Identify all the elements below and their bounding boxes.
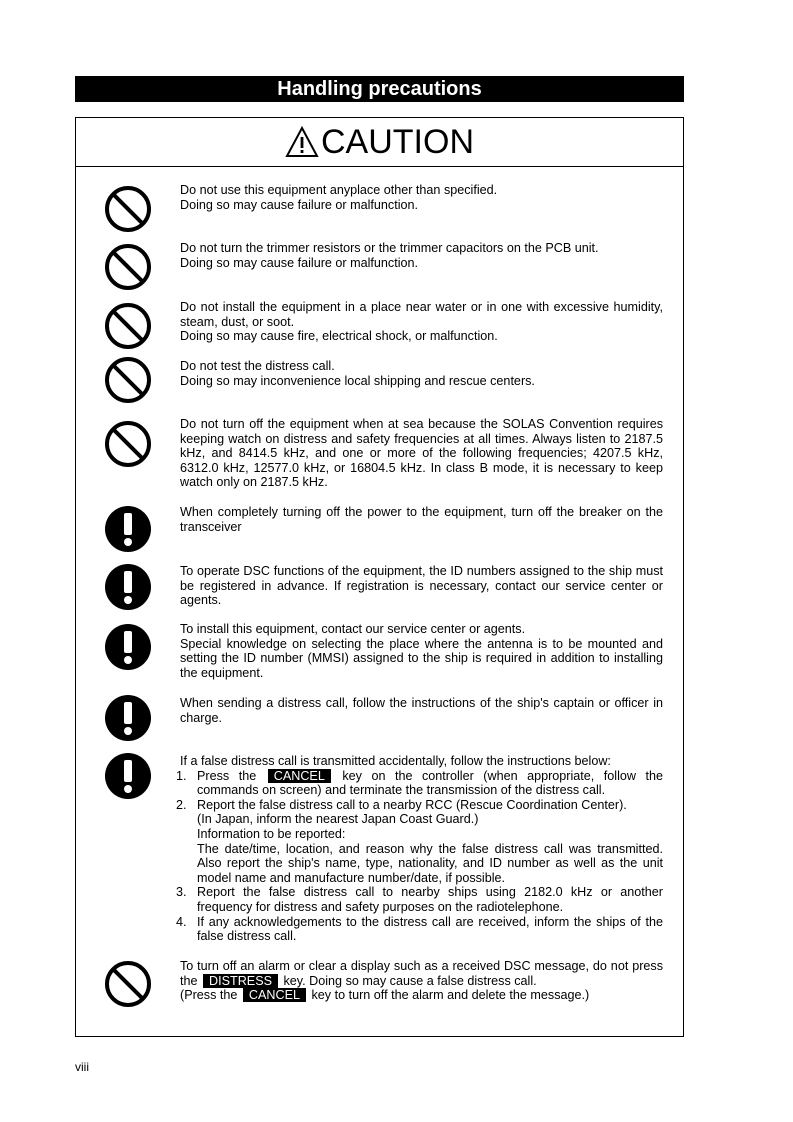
step-text: Press the xyxy=(197,768,257,783)
precaution-item xyxy=(180,417,663,490)
alarm-precaution xyxy=(180,959,663,1003)
precaution-text: When completely turning off the power to the equipment, turn off the breaker on the transceiver xyxy=(180,505,663,534)
caution-header xyxy=(76,118,683,167)
precaution-text: To operate DSC functions of the equipment, the ID numbers assigned to the ship must be registered in advance. If registration is necessary, contact our service center or agents. xyxy=(180,564,663,608)
step-number: 2. xyxy=(176,797,187,812)
step-subtext: Information to be reported: xyxy=(197,826,346,841)
mandatory-exclamation-icon xyxy=(104,752,152,800)
precaution-item xyxy=(180,241,663,270)
precaution-item xyxy=(180,359,663,388)
alarm-text-post: key. Doing so may cause a false distress call. xyxy=(283,973,537,988)
step-number: 1. xyxy=(176,768,187,783)
step-text: Report the false distress call to a nearby RCC (Rescue Coordination Center). xyxy=(197,797,627,812)
precaution-item xyxy=(180,622,663,680)
precaution-text: Doing so may inconvenience local shipping and rescue centers. xyxy=(180,373,535,388)
cancel-key-label: CANCEL xyxy=(243,988,306,1002)
step-number: 3. xyxy=(176,885,187,900)
precaution-item xyxy=(180,300,663,344)
precaution-text: To install this equipment, contact our service center or agents. xyxy=(180,622,526,636)
step-subtext: (In Japan, inform the nearest Japan Coast Guard.) xyxy=(197,812,479,827)
prohibition-icon xyxy=(104,420,152,468)
precaution-item xyxy=(180,505,663,534)
mandatory-exclamation-icon xyxy=(104,694,152,742)
false-call-step xyxy=(176,768,664,798)
precaution-item xyxy=(180,696,663,725)
caution-label: CAUTION xyxy=(321,123,474,161)
prohibition-icon xyxy=(104,185,152,233)
precaution-text: Special knowledge on selecting the place where the antenna is to be mounted and setting the ID number (MMSI) assigned to the ship is required in addition to installing the equipment. xyxy=(180,636,663,680)
false-call-step xyxy=(176,885,663,914)
step-text: Report the false distress call to nearby ships using 2182.0 kHz or another frequency for distress and safety purposes on the radiotelephone. xyxy=(197,885,663,914)
mandatory-exclamation-icon xyxy=(104,563,152,611)
prohibition-icon xyxy=(104,356,152,404)
precaution-text: Do not turn off the equipment when at sea because the SOLAS Convention requires keeping watch on distress and safety frequencies at all times. Always listen to 2187.5 kHz, and 8414.5 kHz, and one or more of the following frequencies; 4207.5 kHz, 6312.0 kHz, 12577.0 kHz, or 16804.5 kHz. In class B mode, it is necessary to keep watch only on 2187.5 kHz. xyxy=(180,417,663,490)
precaution-text: When sending a distress call, follow the instructions of the ship's captain or officer in charge. xyxy=(180,696,663,725)
step-text: If any acknowledgements to the distress call are received, inform the ships of the false distress call. xyxy=(197,914,663,944)
false-call-intro: If a false distress call is transmitted accidentally, follow the instructions below: xyxy=(180,754,611,768)
precaution-text: Do not install the equipment in a place near water or in one with excessive humidity, steam, dust, or soot. xyxy=(180,300,663,329)
false-call-step xyxy=(176,914,663,944)
prohibition-icon xyxy=(104,302,152,350)
precaution-item xyxy=(180,183,663,212)
alarm-text-line2 xyxy=(180,988,663,1003)
prohibition-icon xyxy=(104,960,152,1008)
caution-box xyxy=(75,117,684,1037)
cancel-key-label: CANCEL xyxy=(268,769,331,783)
step-number: 4. xyxy=(176,914,187,929)
step-text: key on the controller (when appropriate, follow the commands on screen) and terminate the transmission of the distress call. xyxy=(197,768,664,798)
precaution-text: Doing so may cause fire, electrical shock, or malfunction. xyxy=(180,329,498,344)
alarm-line2-post: key to turn off the alarm and delete the message.) xyxy=(311,988,590,1003)
alarm-line2-pre: (Press the xyxy=(180,988,238,1003)
warning-triangle-icon xyxy=(285,126,319,158)
false-call-procedure xyxy=(176,754,664,944)
precaution-item xyxy=(180,564,663,608)
alarm-text-pre: To turn off an alarm or clear a display such as a received DSC message, do not press the xyxy=(180,959,663,988)
false-call-steps xyxy=(176,768,664,944)
precaution-text: Do not turn the trimmer resistors or the trimmer capacitors on the PCB unit. xyxy=(180,241,599,255)
page-title: Handling precautions xyxy=(75,76,684,102)
prohibition-icon xyxy=(104,243,152,291)
mandatory-exclamation-icon xyxy=(104,623,152,671)
mandatory-exclamation-icon xyxy=(104,505,152,553)
alarm-text xyxy=(180,959,663,988)
precaution-text: Do not use this equipment anyplace other than specified. xyxy=(180,183,498,197)
step-subtext: The date/time, location, and reason why the false distress call was transmitted. Also report the ship's name, type, nationality, and ID number as well as the unit model name and manufacture number/date, if possible. xyxy=(197,841,663,885)
false-call-step xyxy=(176,797,663,886)
page-number: viii xyxy=(75,1060,89,1074)
precaution-text: Doing so may cause failure or malfunction. xyxy=(180,197,418,212)
precaution-text: Do not test the distress call. xyxy=(180,359,335,373)
distress-key-label: DISTRESS xyxy=(203,974,278,988)
precaution-text: Doing so may cause failure or malfunction. xyxy=(180,255,418,270)
